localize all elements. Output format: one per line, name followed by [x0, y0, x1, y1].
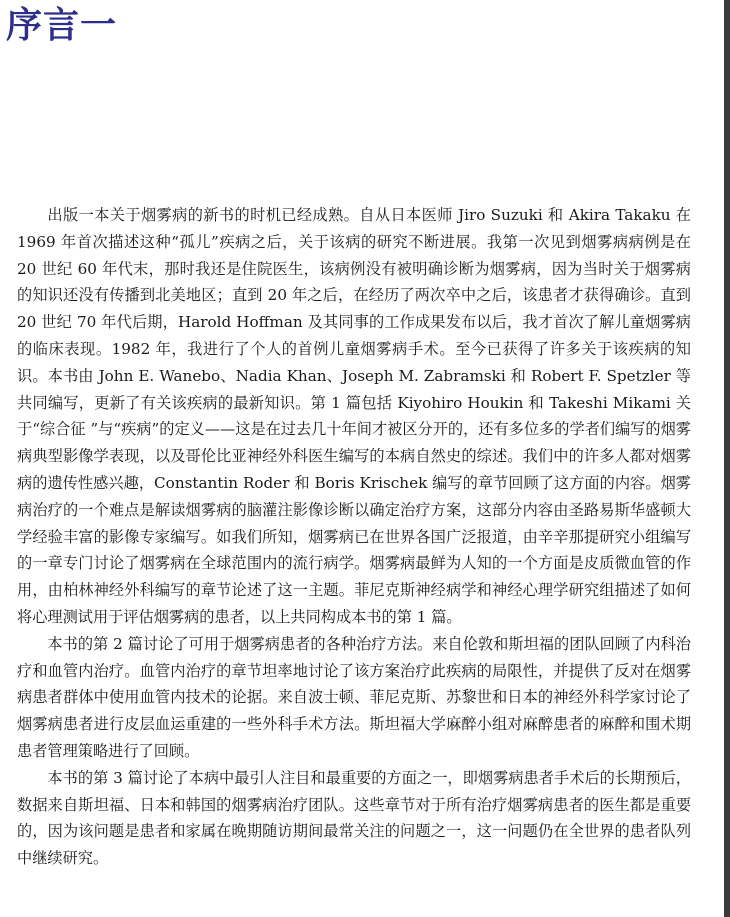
body-text — [17, 202, 691, 872]
page-edge-bar — [724, 0, 730, 917]
paragraph-1: 出版一本关于烟雾病的新书的时机已经成熟。自从日本医师 Jiro Suzuki 和 Akira Takaku 在 1969 年首次描述这种“孤儿”疾病之后，关于该病的研究不断进展。我第一次见到烟雾病病例是在 20 世纪 60 年代末，那时我还是住院医生，该病例没有被明确诊断为烟雾病，因为当时关于烟雾病的知识还没有传播到北美地区；直到 20 年之后，在经历了两次卒中之后，该患者才获得确诊。直到 20 世纪 70 年代后期，Harold Hoffman 及其同事的工作成果发布以后，我才首次了解儿童烟雾病的临床表现。1982 年，我进行了个人的首例儿童烟雾病手术。至今已获得了许多关于该疾病的知识。本书由 John E. Wanebo、Nadia Khan、Joseph M. Zabramski 和 Robert F. Spetzler 等共同编写，更新了有关该疾病的最新知识。第 1 篇包括 Kiyohiro Houkin 和 Takeshi Mikami 关于“综合征 ”与“疾病”的定义——这是在过去几十年间才被区分开的，还有多位多的学者们编写的烟雾病典型影像学表现，以及哥伦比亚神经外科医生编写的本病自然史的综述。我们中的许多人都对烟雾病的遗传性感兴趣，Constantin Roder 和 Boris Krischek 编写的章节回顾了这方面的内容。烟雾病治疗的一个难点是解读烟雾病的脑灌注影像诊断以确定治疗方案，这部分内容由圣路易斯华盛顿大学经验丰富的影像专家编写。如我们所知，烟雾病已在世界各国广泛报道，由辛辛那提研究小组编写的一章专门讨论了烟雾病在全球范围内的流行病学。烟雾病最鲜为人知的一个方面是皮质微血管的作用，由柏林神经外科编写的章节论述了这一主题。菲尼克斯神经病学和神经心理学研究组描述了如何将心理测试用于评估烟雾病的患者，以上共同构成本书的第 1 篇。 — [17, 206, 691, 626]
paragraph-3: 本书的第 3 篇讨论了本病中最引人注目和最重要的方面之一，即烟雾病患者手术后的长期预后，数据来自斯坦福、日本和韩国的烟雾病治疗团队。这些章节对于所有治疗烟雾病患者的医生都是重要的，因为该问题是患者和家属在晚期随访期间最常关注的问题之一，这一问题仍在全世界的患者队列中继续研究。 — [17, 768, 691, 868]
section-heading: 序言一 — [6, 5, 118, 46]
paragraph-2: 本书的第 2 篇讨论了可用于烟雾病患者的各种治疗方法。来自伦敦和斯坦福的团队回顾了内科治疗和血管内治疗。血管内治疗的章节坦率地讨论了该方案治疗此疾病的局限性，并提供了反对在烟雾病患者群体中使用血管内技术的论据。来自波士顿、菲尼克斯、苏黎世和日本的神经外科学家讨论了烟雾病患者进行皮层血运重建的一些外科手术方法。斯坦福大学麻醉小组对麻醉患者的麻醉和围术期患者管理策略进行了回顾。 — [17, 634, 691, 760]
